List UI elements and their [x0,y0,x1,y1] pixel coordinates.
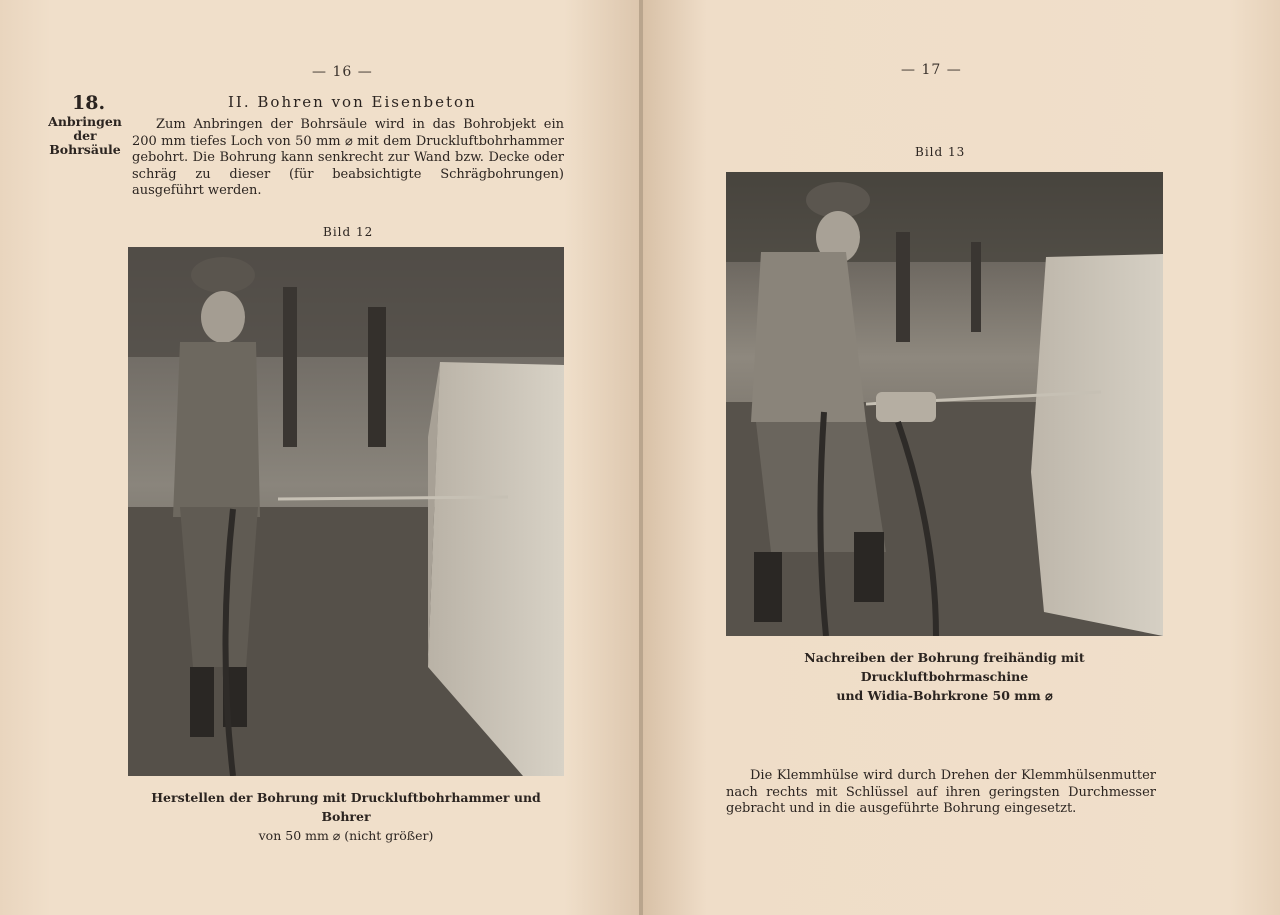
body-paragraph [132,117,564,200]
margin-label-line2: der Bohrsäule [49,128,121,157]
photo-soldier-drilling-machine [726,172,1163,636]
paragraph-text: Zum Anbringen der Bohrsäule wird in das Bohrobjekt ein 200 mm tiefes Loch von 50 mm ⌀ mit dem Druckluftbohrhammer gebohrt. Die Bohrung kann senkrecht zur Wand bzw. Decke oder schräg zu dieser (für beabsichtigte Schrägbohrungen) ausgeführt werden. [132,117,564,198]
margin-label [40,115,130,157]
figure-label: Bild 13 [915,145,966,159]
figure-caption [128,788,564,845]
figure-label: Bild 12 [323,225,374,239]
caption-line1: Nachreiben der Bohrung freihändig mit Druckluftbohrmaschine [804,650,1085,684]
caption-line2: von 50 mm ⌀ (nicht größer) [258,828,434,843]
paragraph-text: Die Klemmhülse wird durch Drehen der Klemmhülsenmutter nach rechts mit Schlüssel auf ihren geringsten Durchmesser gebracht und in die ausgeführte Bohrung eingesetzt. [726,768,1156,816]
page-number: — 16 — [312,64,373,80]
caption-line2: und Widia-Bohrkrone 50 mm ⌀ [836,688,1053,703]
page-number: — 17 — [901,62,962,78]
right-page [643,0,1280,915]
figure-caption [726,648,1163,705]
photo-soldier-drilling-hammer [128,247,564,776]
margin-label-line1: Anbringen [48,114,122,129]
body-paragraph [726,768,1156,818]
caption-line1: Herstellen der Bohrung mit Druckluftbohrhammer und Bohrer [151,790,541,824]
section-heading: II. Bohren von Eisenbeton [228,93,477,111]
section-number: 18. [72,92,106,114]
